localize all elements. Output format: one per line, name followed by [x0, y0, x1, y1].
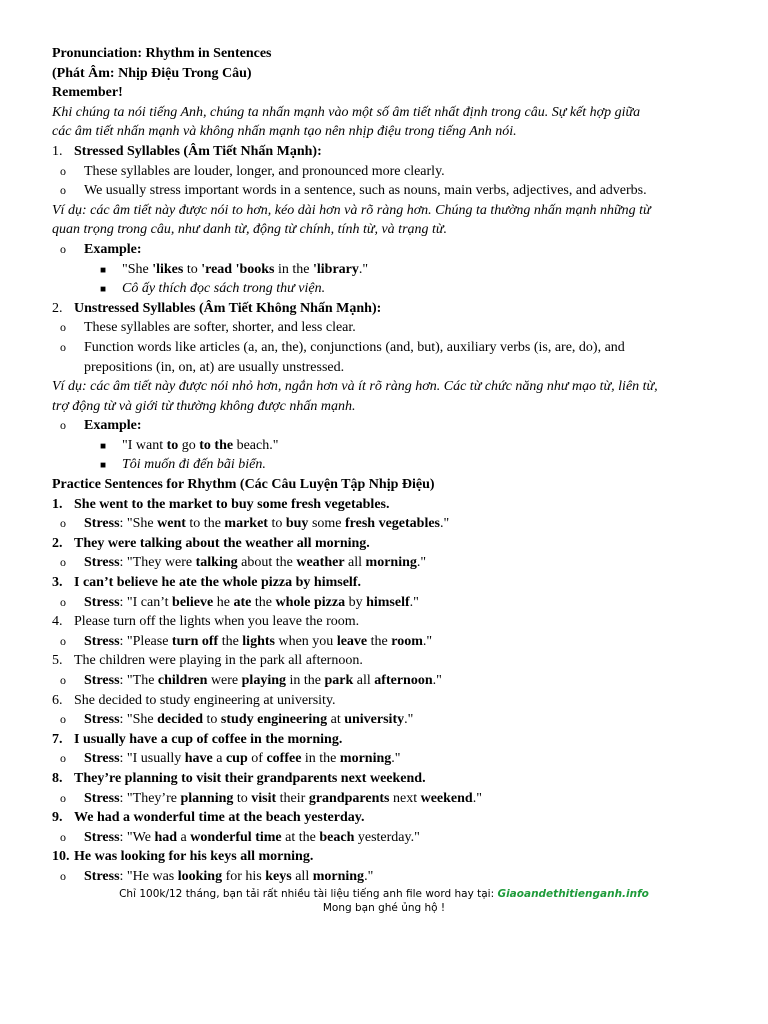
unstressed-text: in the — [301, 751, 340, 767]
stressed-word: keys — [265, 868, 292, 884]
bullet-item: o These syllables are softer, shorter, and less clear. — [52, 318, 722, 338]
circle-bullet-icon: o — [60, 555, 66, 570]
stress-label: Stress — [84, 633, 120, 649]
bullet-item-continued: prepositions (in, on, at) are usually unstressed. — [84, 359, 345, 375]
stress-line — [52, 867, 722, 887]
stressed-word: ate — [233, 594, 252, 610]
circle-bullet-icon: o — [60, 418, 66, 433]
circle-bullet-icon: o — [60, 594, 66, 609]
unstressed-text: by — [345, 594, 367, 610]
unstressed-text: the — [218, 633, 243, 649]
stressed-word: weather — [296, 555, 345, 571]
sentence-text: She went to the market to buy some fresh vegetables. — [74, 496, 390, 512]
stressed-word: beach — [319, 829, 355, 845]
stress-label: Stress — [84, 751, 120, 767]
stressed-word: decided — [157, 712, 204, 728]
unstressed-text: ." — [432, 673, 442, 688]
sentence-text: He was looking for his keys all morning. — [74, 849, 314, 865]
unstressed-text: ." — [358, 261, 369, 277]
subtitle: (Phát Âm: Nhịp Điệu Trong Câu) — [52, 65, 252, 81]
stressed-word: to the — [199, 437, 234, 453]
unstressed-text: go — [178, 437, 200, 453]
example-sentence — [52, 260, 722, 280]
practice-sentence — [52, 808, 722, 828]
stressed-word: whole pizza — [275, 594, 346, 610]
unstressed-text: "I usually — [126, 751, 185, 767]
unstressed-text: when you — [274, 633, 337, 649]
stress-label: Stress — [84, 712, 120, 728]
stressed-word: 'likes — [152, 261, 184, 277]
sentence-number: 9. — [52, 810, 63, 826]
stress-line — [52, 553, 722, 573]
practice-heading: Practice Sentences for Rhythm (Các Câu Luyện Tập Nhịp Điệu) — [52, 477, 435, 493]
stress-line — [52, 710, 722, 730]
unstressed-text: "They were — [126, 555, 196, 571]
stress-sentence — [127, 595, 419, 610]
vietnamese-note: Ví dụ: các âm tiết này được nói to hơn, kéo dài hơn và rõ ràng hơn. Chúng ta thường nhấn mạnh những từ — [52, 202, 651, 218]
unstressed-text: at — [327, 712, 345, 728]
stressed-word: have — [184, 751, 213, 767]
stressed-word: 'read 'books — [201, 261, 275, 277]
practice-list — [52, 495, 722, 887]
practice-sentence — [52, 847, 722, 867]
stressed-word: turn off — [171, 633, 219, 649]
unstressed-text: to — [267, 516, 286, 532]
vietnamese-note: quan trọng trong câu, như danh từ, động từ chính, tính từ, và trạng từ. — [52, 222, 448, 238]
unstressed-text: ." — [422, 633, 433, 649]
circle-bullet-icon: o — [60, 829, 66, 844]
stress-line — [52, 749, 722, 769]
unstressed-text: "She — [122, 261, 153, 277]
stressed-word: cup — [225, 751, 248, 767]
stress-sentence — [127, 791, 482, 806]
circle-bullet-icon: o — [60, 241, 66, 256]
bullet-item: o These syllables are louder, longer, and pronounced more clearly. — [52, 162, 722, 182]
stress-sentence — [127, 555, 426, 570]
stressed-word: morning — [339, 751, 392, 767]
stress-separator: : — [119, 516, 127, 532]
unstressed-text: ." — [472, 790, 482, 806]
sentence-number: 7. — [52, 731, 63, 747]
intro-line: các âm tiết nhấn mạnh và không nhấn mạnh tạo nên nhịp điệu trong tiếng Anh nói. — [52, 124, 517, 140]
stress-sentence — [127, 830, 420, 845]
stressed-word: weekend — [420, 790, 473, 806]
footer-link[interactable]: Giaoandethitienganh.info — [497, 888, 649, 900]
stressed-word: went — [157, 516, 186, 532]
circle-bullet-icon: o — [60, 868, 66, 883]
circle-bullet-icon: o — [60, 673, 66, 687]
unstressed-text: their — [276, 790, 309, 806]
unstressed-text: the — [251, 594, 276, 610]
unstressed-text: "He was — [126, 868, 178, 884]
circle-bullet-icon: o — [60, 516, 66, 531]
footer-ad — [0, 887, 768, 915]
unstressed-text: about the — [237, 555, 297, 571]
sentence-number: 10. — [52, 849, 70, 865]
bullet-item: o We usually stress important words in a sentence, such as nouns, main verbs, adjectives, and adverbs. — [52, 181, 722, 201]
unstressed-text: some — [308, 516, 345, 532]
stress-sentence — [127, 634, 432, 649]
vietnamese-note: trợ động từ và giới từ thường không được nhấn mạnh. — [52, 398, 356, 414]
stress-separator: : — [119, 633, 127, 649]
stressed-word: study engineering — [220, 712, 328, 728]
stress-line — [52, 828, 722, 848]
stressed-word: coffee — [266, 751, 302, 767]
sentence-text: I can’t believe he ate the whole pizza by himself. — [74, 575, 361, 591]
stressed-word: market — [224, 516, 268, 532]
stressed-word: leave — [336, 633, 368, 649]
unstressed-text: "I want — [122, 437, 167, 453]
stressed-word: had — [154, 829, 178, 845]
document-body — [52, 44, 722, 887]
unstressed-text: "I can’t — [126, 594, 173, 610]
unstressed-text: to — [233, 790, 252, 806]
sentence-text: She decided to study engineering at university. — [74, 692, 336, 708]
sentence-text: Please turn off the lights when you leave the room. — [74, 614, 360, 630]
unstressed-text: yesterday." — [354, 829, 420, 845]
sentence-text: They were talking about the weather all morning. — [74, 535, 370, 551]
unstressed-text: "The — [126, 673, 158, 688]
unstressed-text: all — [291, 868, 313, 884]
sentence-number: 8. — [52, 770, 63, 786]
example-translation: ■ Cô ấy thích đọc sách trong thư viện. — [52, 279, 722, 299]
unstressed-text: a — [177, 829, 191, 845]
stress-sentence — [127, 516, 449, 531]
title: Pronunciation: Rhythm in Sentences — [52, 46, 272, 61]
circle-bullet-icon: o — [60, 339, 66, 354]
circle-bullet-icon: o — [60, 790, 66, 805]
sentence-number: 4. — [52, 614, 63, 630]
unstressed-text: a — [212, 751, 226, 767]
unstressed-text: the — [367, 633, 392, 649]
square-bullet-icon: ■ — [100, 264, 107, 276]
example-sentence — [52, 436, 722, 456]
sentence-number: 3. — [52, 575, 63, 591]
stressed-word: afternoon — [374, 673, 433, 688]
unstressed-text: to the — [185, 516, 225, 532]
circle-bullet-icon: o — [60, 633, 66, 648]
unstressed-text: ." — [404, 712, 414, 728]
sentence-number: 2. — [52, 535, 63, 551]
stress-label: Stress — [84, 555, 120, 571]
stress-separator: : — [119, 712, 127, 728]
unstressed-text: "We — [126, 829, 155, 845]
footer-text: Chỉ 100k/12 tháng, bạn tải rất nhiều tài liệu tiếng anh file word hay tại: — [119, 888, 498, 900]
unstressed-text: to — [203, 712, 221, 728]
unstressed-text: to — [183, 261, 202, 277]
unstressed-text: ." — [391, 751, 401, 767]
stress-line — [52, 789, 722, 809]
section-heading: 2. Unstressed Syllables (Âm Tiết Không Nhấn Mạnh): — [52, 300, 382, 316]
example-label: o Example: — [52, 240, 722, 260]
square-bullet-icon: ■ — [100, 440, 107, 452]
sentence-number: 6. — [52, 692, 63, 708]
sentence-text: We had a wonderful time at the beach yesterday. — [74, 810, 365, 826]
sentence-number: 5. — [52, 653, 63, 669]
section-heading: 1. Stressed Syllables (Âm Tiết Nhấn Mạnh): — [52, 143, 322, 159]
stressed-word: park — [324, 673, 354, 688]
practice-sentence — [52, 573, 722, 593]
sentence-number: 1. — [52, 496, 63, 512]
stress-separator: : — [119, 673, 127, 688]
sentence-text: I usually have a cup of coffee in the morning. — [74, 731, 343, 747]
unstressed-text: "She — [126, 712, 158, 728]
vietnamese-note: Ví dụ: các âm tiết này được nói nhỏ hơn, ngắn hơn và ít rõ ràng hơn. Các từ chức năng như mạo từ, liên từ, — [52, 379, 658, 395]
remember-heading: Remember! — [52, 85, 123, 101]
practice-sentence — [52, 651, 722, 671]
stressed-word: planning — [180, 790, 234, 806]
stressed-word: children — [157, 673, 208, 688]
unstressed-text: "Please — [126, 633, 172, 649]
unstressed-text: ." — [440, 516, 450, 532]
stress-label: Stress — [84, 868, 120, 884]
example-translation: ■ Tôi muốn đi đến bãi biển. — [52, 455, 722, 475]
example-label: o Example: — [52, 416, 722, 436]
stressed-word: talking — [195, 555, 238, 571]
unstressed-text: for his — [222, 868, 266, 884]
circle-bullet-icon: o — [60, 320, 66, 335]
circle-bullet-icon: o — [60, 163, 66, 178]
stressed-word: 'library — [313, 261, 359, 277]
intro-line: Khi chúng ta nói tiếng Anh, chúng ta nhấn mạnh vào một số âm tiết nhất định trong câu. Sự kết hợp giữa — [52, 104, 641, 120]
unstressed-text: beach." — [233, 437, 279, 453]
circle-bullet-icon: o — [60, 183, 66, 198]
unstressed-text: ." — [416, 555, 427, 571]
practice-sentence — [52, 769, 722, 789]
practice-sentence — [52, 691, 722, 711]
stress-line — [52, 593, 722, 613]
unstressed-text: in the — [274, 261, 313, 277]
circle-bullet-icon: o — [60, 751, 66, 766]
stressed-word: to — [166, 437, 179, 453]
stress-separator: : — [119, 868, 127, 884]
stress-separator: : — [119, 790, 127, 806]
stressed-word: buy — [285, 516, 309, 532]
sentence-text: They’re planning to visit their grandparents next weekend. — [74, 770, 426, 786]
stress-separator: : — [119, 594, 127, 610]
square-bullet-icon: ■ — [100, 460, 107, 472]
unstressed-text: were — [207, 673, 242, 688]
stressed-word: university — [344, 712, 405, 728]
bullet-item: o Function words like articles (a, an, the), conjunctions (and, but), auxiliary verbs (is, are, do), and — [52, 338, 722, 358]
practice-sentence — [52, 612, 722, 632]
stress-label: Stress — [84, 829, 120, 845]
unstressed-text: next — [389, 790, 421, 806]
stress-label: Stress — [84, 673, 120, 688]
stress-line — [52, 671, 722, 691]
stress-label: Stress — [84, 516, 120, 532]
stress-separator: : — [119, 555, 127, 571]
unstressed-text: at the — [281, 829, 320, 845]
stressed-word: himself — [366, 594, 410, 610]
stressed-word: believe — [172, 594, 214, 610]
practice-sentence — [52, 495, 722, 515]
stressed-word: morning — [365, 555, 417, 571]
unstressed-text: "They’re — [126, 790, 181, 806]
stressed-word: morning — [312, 868, 365, 884]
stress-label: Stress — [84, 594, 120, 610]
stress-sentence — [127, 751, 401, 766]
unstressed-text: "She — [126, 516, 158, 532]
stressed-word: room — [391, 633, 423, 649]
stressed-word: fresh vegetables — [345, 516, 440, 532]
stressed-word: grandparents — [308, 790, 390, 806]
square-bullet-icon: ■ — [100, 284, 107, 296]
circle-bullet-icon: o — [60, 712, 66, 727]
stressed-word: looking — [177, 868, 223, 884]
practice-sentence — [52, 534, 722, 554]
unstressed-text: in the — [286, 673, 325, 688]
unstressed-text: he — [213, 594, 234, 610]
footer-text-2: Mong bạn ghé ủng hộ ! — [322, 902, 446, 914]
sentence-text: The children were playing in the park all afternoon. — [74, 653, 363, 669]
unstressed-text: all — [344, 555, 366, 571]
stress-line — [52, 632, 722, 652]
stressed-word: visit — [251, 790, 277, 806]
stress-sentence — [127, 712, 413, 727]
stressed-word: lights — [242, 633, 275, 649]
stress-line — [52, 514, 722, 534]
unstressed-text: of — [247, 751, 267, 767]
stress-separator: : — [119, 751, 127, 767]
stress-separator: : — [119, 829, 127, 845]
practice-sentence — [52, 730, 722, 750]
stressed-word: wonderful time — [190, 829, 282, 845]
stress-label: Stress — [84, 790, 120, 806]
stress-sentence — [127, 673, 442, 688]
stress-sentence — [127, 869, 373, 884]
stressed-word: playing — [241, 673, 286, 688]
unstressed-text: all — [353, 673, 375, 688]
unstressed-text: ." — [409, 594, 419, 610]
unstressed-text: ." — [364, 868, 374, 884]
